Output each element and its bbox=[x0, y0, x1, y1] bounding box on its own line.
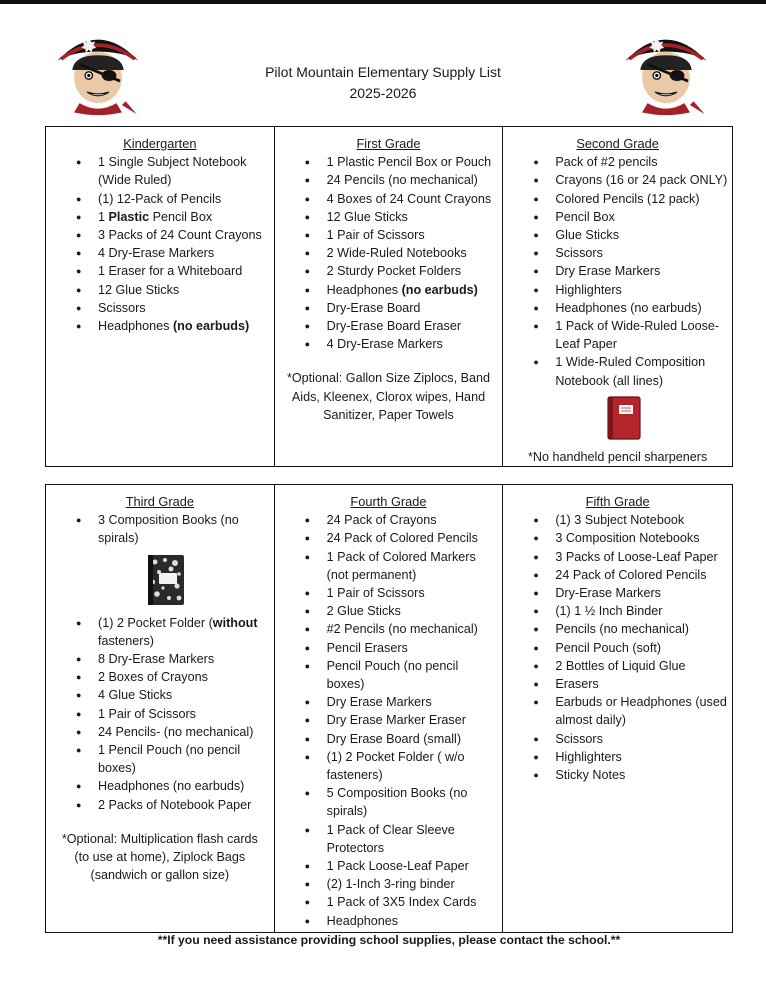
supply-item: ● 2 Boxes of Crayons bbox=[62, 668, 270, 686]
supply-item: ● 3 Composition Notebooks bbox=[519, 529, 728, 547]
supply-list bbox=[519, 511, 728, 784]
supply-item: ● Scissors bbox=[519, 730, 728, 748]
supply-list bbox=[62, 153, 270, 335]
supply-item: ● 1 Plastic Pencil Box bbox=[62, 208, 270, 226]
supply-item: ● 12 Glue Sticks bbox=[291, 208, 499, 226]
supply-item: ● Scissors bbox=[62, 299, 270, 317]
supply-item: ● Erasers bbox=[519, 675, 728, 693]
supply-item: ● 2 Sturdy Pocket Folders bbox=[291, 262, 499, 280]
supply-item: ● 1 Plastic Pencil Box or Pouch bbox=[291, 153, 499, 171]
supply-item: ● 4 Boxes of 24 Count Crayons bbox=[291, 190, 499, 208]
composition-notebook-icon bbox=[147, 554, 185, 606]
supply-item: ● 3 Packs of Loose-Leaf Paper bbox=[519, 548, 728, 566]
supply-item: ● 4 Glue Sticks bbox=[62, 686, 270, 704]
supply-item: ● 5 Composition Books (no spirals) bbox=[291, 784, 499, 820]
grade-column-first bbox=[275, 127, 504, 466]
supply-item: ● Highlighters bbox=[519, 748, 728, 766]
supply-item: ● Headphones bbox=[291, 912, 499, 930]
pirate-mascot-icon bbox=[52, 24, 144, 116]
page-header bbox=[200, 62, 566, 104]
optional-note: *Optional: Multiplication flash cards (to use at home), Ziplock Bags (sandwich or gallon size) bbox=[61, 831, 258, 883]
supply-item: ● 3 Packs of 24 Count Crayons bbox=[62, 226, 270, 244]
supply-item: ● 24 Pack of Crayons bbox=[291, 511, 499, 529]
supply-list bbox=[291, 511, 499, 930]
supply-item: ● 1 Pair of Scissors bbox=[291, 584, 499, 602]
supply-item: ● Headphones (no earbuds) bbox=[291, 281, 499, 299]
red-notebook-image bbox=[519, 396, 728, 440]
grade-column-third bbox=[46, 485, 275, 932]
grade-heading: First Grade bbox=[356, 136, 421, 151]
pirate-mascot-icon bbox=[620, 24, 712, 116]
supply-item: ● Pack of #2 pencils bbox=[519, 153, 728, 171]
supply-item: ● Pencil Box bbox=[519, 208, 728, 226]
supply-item: ● 24 Pencils (no mechanical) bbox=[291, 171, 499, 189]
supply-item: ● 24 Pack of Colored Pencils bbox=[519, 566, 728, 584]
supply-list bbox=[62, 614, 270, 814]
supply-item: ● 3 Composition Books (no spirals) bbox=[62, 511, 270, 547]
supply-item: ● 2 Glue Sticks bbox=[291, 602, 499, 620]
supply-item: ● Headphones (no earbuds) bbox=[62, 777, 270, 795]
supply-item: ● 1 Pencil Pouch (no pencil boxes) bbox=[62, 741, 270, 777]
supply-item: ● Colored Pencils (12 pack) bbox=[519, 190, 728, 208]
supply-item: ● (1) 1 ½ Inch Binder bbox=[519, 602, 728, 620]
supply-item: ● Headphones (no earbuds) bbox=[519, 299, 728, 317]
supply-item: ● 24 Pack of Colored Pencils bbox=[291, 529, 499, 547]
supply-item: ● Pencil Pouch (no pencil boxes) bbox=[291, 657, 499, 693]
supply-item: ● Earbuds or Headphones (used almost daily) bbox=[519, 693, 728, 729]
supply-item: ● 1 Pair of Scissors bbox=[62, 705, 270, 723]
supply-item: ● Pencil Pouch (soft) bbox=[519, 639, 728, 657]
supply-item: ● (2) 1-Inch 3-ring binder bbox=[291, 875, 499, 893]
supply-item: ● 2 Bottles of Liquid Glue bbox=[519, 657, 728, 675]
assistance-footer: **If you need assistance providing school supplies, please contact the school.** bbox=[157, 933, 621, 947]
supply-item: ● Dry-Erase Board Eraser bbox=[291, 317, 499, 335]
supply-item: ● Sticky Notes bbox=[519, 766, 728, 784]
supply-item: ● 24 Pencils- (no mechanical) bbox=[62, 723, 270, 741]
supply-item: ● 4 Dry-Erase Markers bbox=[62, 244, 270, 262]
black-composition-book-image bbox=[62, 554, 270, 606]
sharpener-note: *No handheld pencil sharpeners bbox=[528, 449, 708, 464]
grade-column-kindergarten bbox=[46, 127, 275, 466]
supply-item: ● 1 Pack of Wide-Ruled Loose-Leaf Paper bbox=[519, 317, 728, 353]
supply-item: ● 2 Wide-Ruled Notebooks bbox=[291, 244, 499, 262]
supply-item: ● 2 Packs of Notebook Paper bbox=[62, 796, 270, 814]
supply-item: ● Dry Erase Markers bbox=[519, 262, 728, 280]
supply-table-bottom bbox=[45, 484, 733, 933]
top-border bbox=[0, 0, 766, 4]
supply-item: ● 8 Dry-Erase Markers bbox=[62, 650, 270, 668]
supply-item: ● 1 Pack Loose-Leaf Paper bbox=[291, 857, 499, 875]
supply-list bbox=[291, 153, 499, 353]
supply-item: ● 1 Single Subject Notebook (Wide Ruled) bbox=[62, 153, 270, 189]
supply-list bbox=[62, 511, 270, 547]
grade-column-fifth bbox=[503, 485, 732, 932]
supply-item: ● (1) 2 Pocket Folder (without fasteners) bbox=[62, 614, 270, 650]
supply-item: ● (1) 3 Subject Notebook bbox=[519, 511, 728, 529]
supply-item: ● 1 Wide-Ruled Composition Notebook (all lines) bbox=[519, 353, 728, 389]
supply-item: ● Scissors bbox=[519, 244, 728, 262]
supply-list bbox=[519, 153, 728, 390]
supply-item: ● (1) 12-Pack of Pencils bbox=[62, 190, 270, 208]
supply-item: ● Highlighters bbox=[519, 281, 728, 299]
supply-item: ● 1 Eraser for a Whiteboard bbox=[62, 262, 270, 280]
supply-item: ● Dry-Erase Board bbox=[291, 299, 499, 317]
school-year: 2025-2026 bbox=[349, 85, 417, 101]
supply-item: ● Pencils (no mechanical) bbox=[519, 620, 728, 638]
grade-heading: Kindergarten bbox=[123, 136, 197, 151]
supply-item: ● Dry Erase Marker Eraser bbox=[291, 711, 499, 729]
grade-heading: Fourth Grade bbox=[350, 494, 427, 509]
grade-heading: Third Grade bbox=[125, 494, 194, 509]
grade-heading: Second Grade bbox=[576, 136, 659, 151]
supply-item: ● 1 Pack of Clear Sleeve Protectors bbox=[291, 821, 499, 857]
supply-item: ● Crayons (16 or 24 pack ONLY) bbox=[519, 171, 728, 189]
supply-item: ● 12 Glue Sticks bbox=[62, 281, 270, 299]
supply-item: ● 1 Pack of Colored Markers (not permanent) bbox=[291, 548, 499, 584]
optional-note: *Optional: Gallon Size Ziplocs, Band Aids, Kleenex, Clorox wipes, Hand Sanitizer, Paper Towels bbox=[286, 371, 490, 422]
supply-item: ● 1 Pack of 3X5 Index Cards bbox=[291, 893, 499, 911]
supply-item: ● Pencil Erasers bbox=[291, 639, 499, 657]
supply-table-top bbox=[45, 126, 733, 467]
supply-item: ● #2 Pencils (no mechanical) bbox=[291, 620, 499, 638]
supply-item: ● (1) 2 Pocket Folder ( w/o fasteners) bbox=[291, 748, 499, 784]
supply-item: ● Dry-Erase Markers bbox=[519, 584, 728, 602]
supply-item: ● Headphones (no earbuds) bbox=[62, 317, 270, 335]
supply-item: ● Dry Erase Markers bbox=[291, 693, 499, 711]
grade-column-second bbox=[503, 127, 732, 466]
supply-item: ● Glue Sticks bbox=[519, 226, 728, 244]
grade-column-fourth bbox=[275, 485, 504, 932]
grade-heading: Fifth Grade bbox=[585, 494, 650, 509]
supply-item: ● Dry Erase Board (small) bbox=[291, 730, 499, 748]
supply-item: ● 1 Pair of Scissors bbox=[291, 226, 499, 244]
page-title: Pilot Mountain Elementary Supply List bbox=[265, 64, 501, 80]
composition-notebook-icon bbox=[607, 396, 641, 440]
supply-item: ● 4 Dry-Erase Markers bbox=[291, 335, 499, 353]
